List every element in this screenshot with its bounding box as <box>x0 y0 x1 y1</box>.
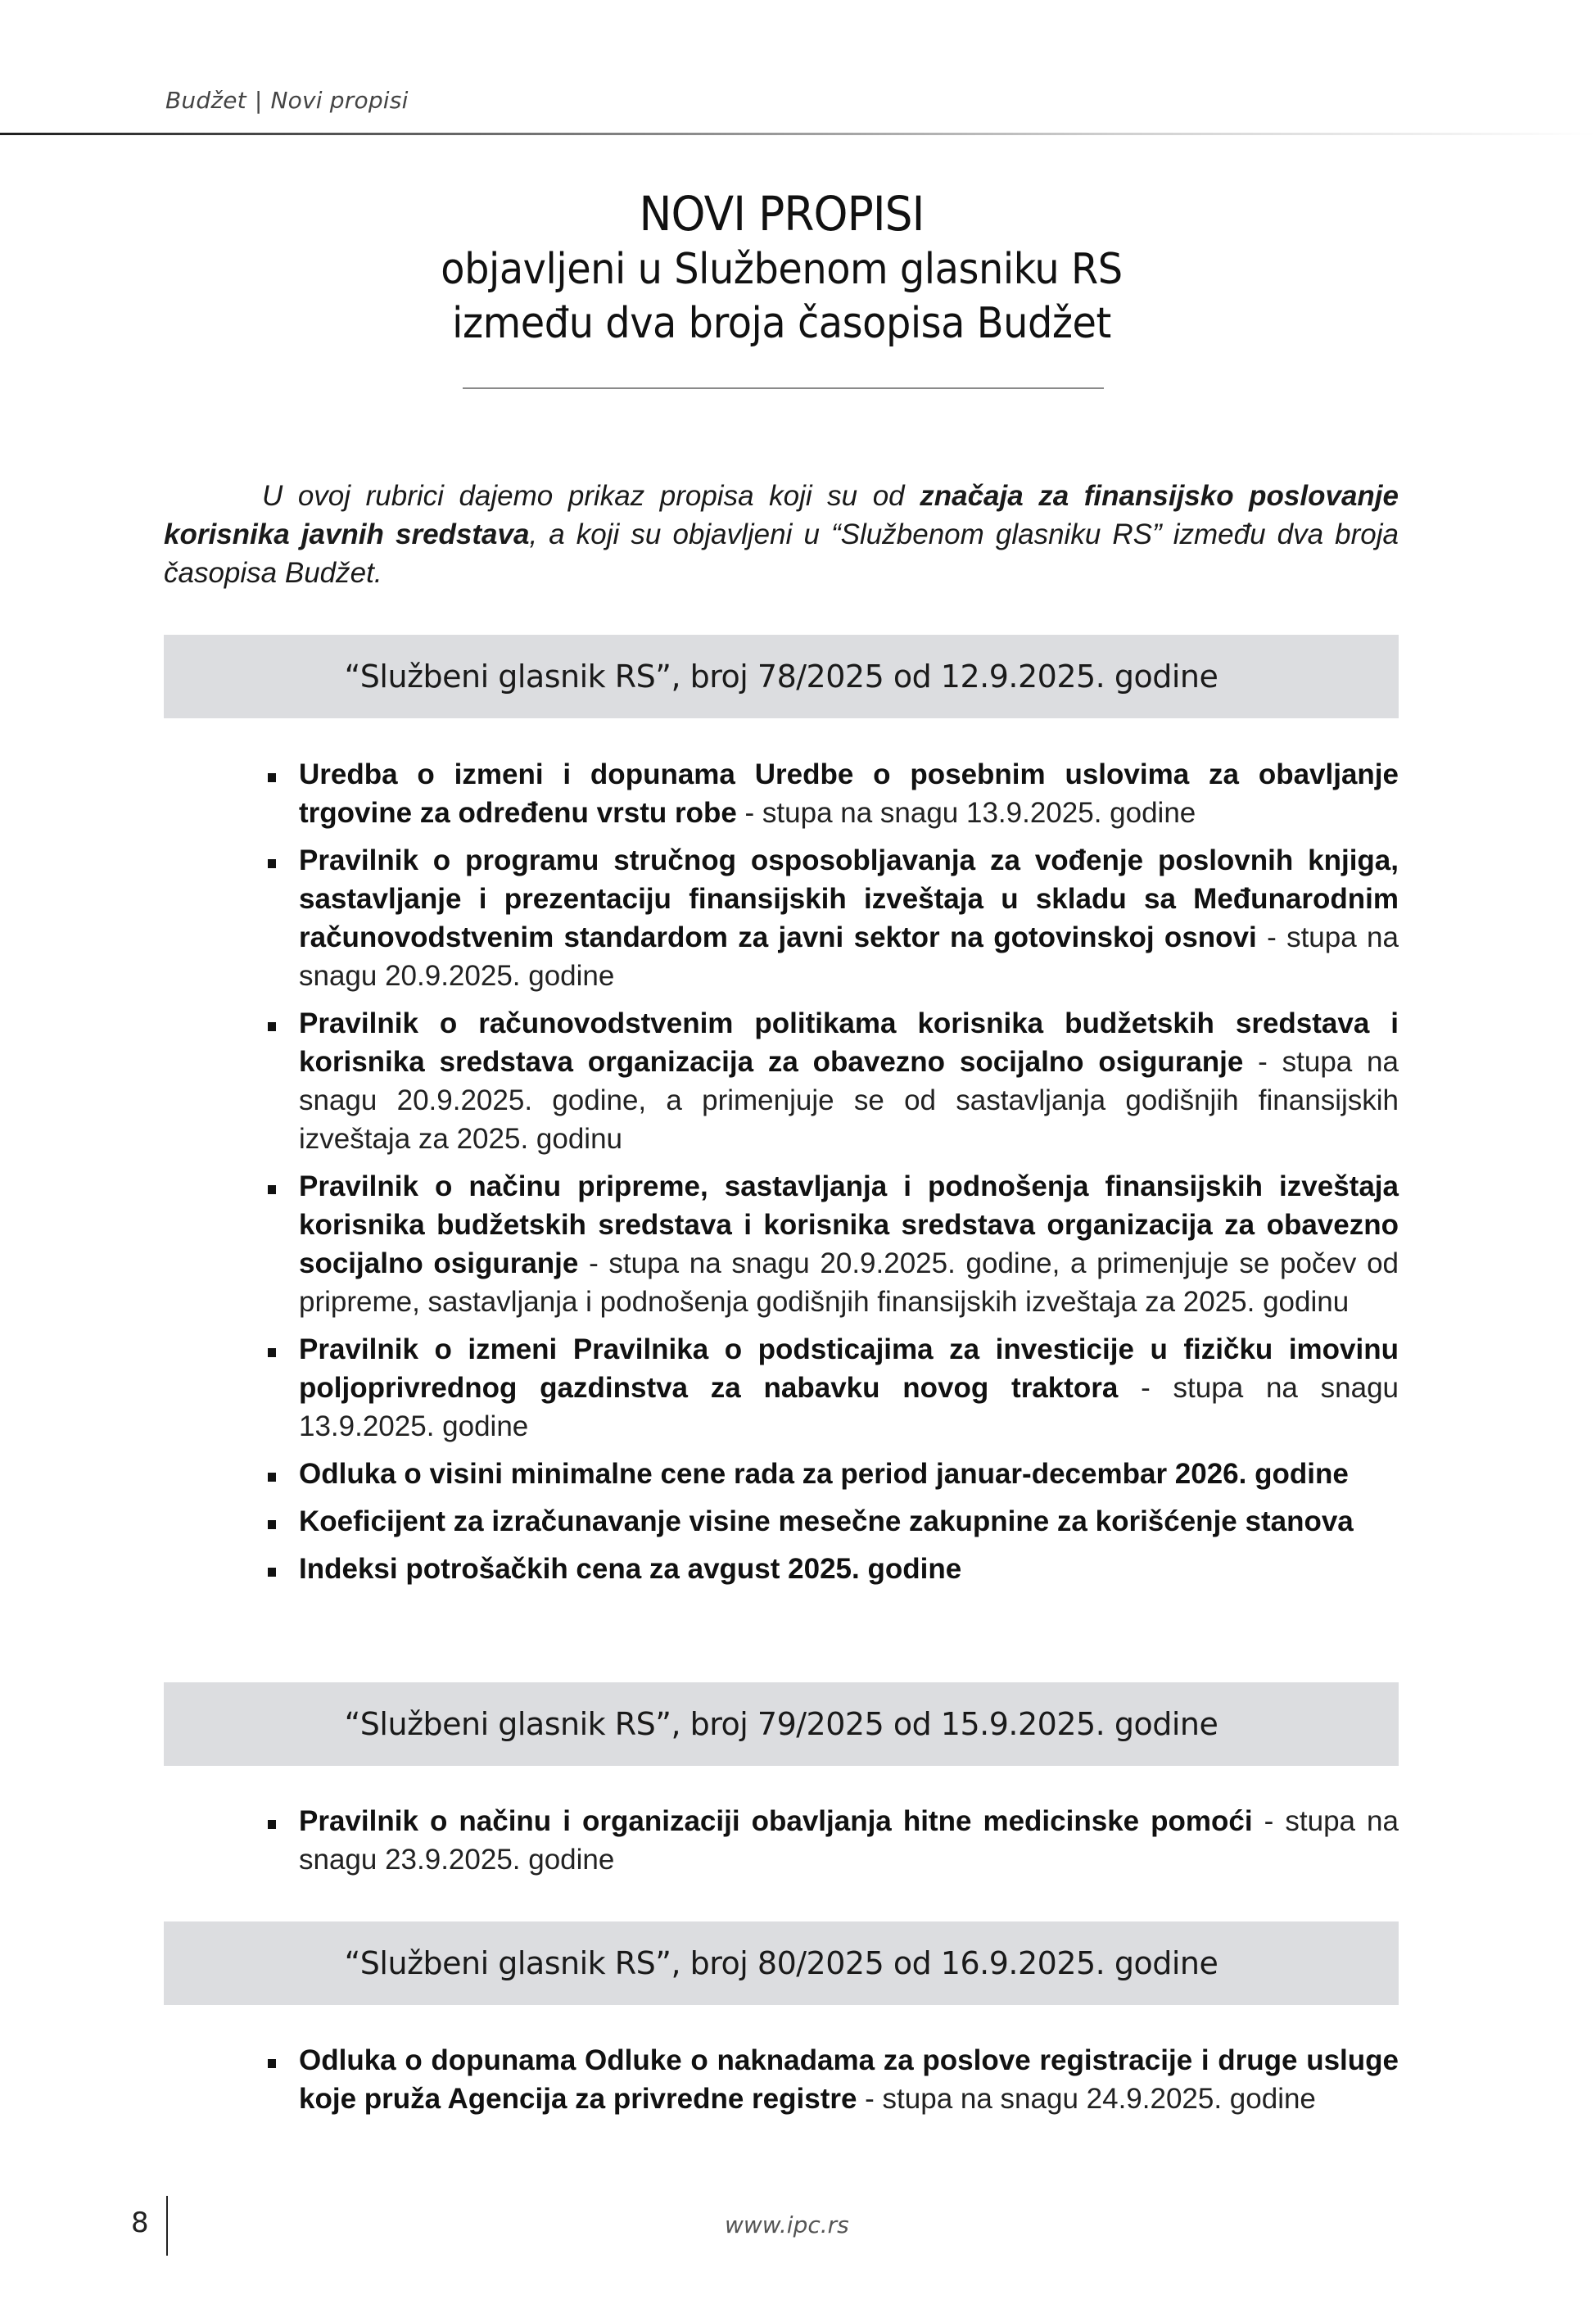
page-title: NOVI PROPISI <box>639 186 925 242</box>
bullet-square-icon <box>268 1022 276 1031</box>
regulation-item <box>268 1455 1399 1493</box>
regulation-item <box>268 1802 1399 1879</box>
bullet-square-icon <box>268 859 276 868</box>
intro-emphasis: značaja za finansijsko poslovanje korisnika javnih sredstava <box>164 480 1399 550</box>
regulation-item <box>268 1167 1399 1321</box>
regulation-item <box>268 2041 1399 2118</box>
page-number: 8 <box>131 2207 149 2239</box>
page-title-block <box>0 185 1563 351</box>
regulation-title: Pravilnik o programu stručnog osposobljavanja za vođenje poslovnih knjiga, sastavljanje i prezentaciju finansijskih izveštaja u skladu sa Međunarodnim računovodstvenim standardom za javni sektor na gotovinskoj osnovi <box>299 844 1399 953</box>
regulation-list-78 <box>268 755 1399 1597</box>
regulation-note: - stupa na snagu 13.9.2025. godine <box>736 797 1196 829</box>
regulation-title: Pravilnik o načinu i organizaciji obavljanja hitne medicinske pomoći <box>299 1805 1253 1837</box>
bullet-square-icon <box>268 773 276 782</box>
bullet-square-icon <box>268 1520 276 1529</box>
intro-paragraph <box>164 477 1399 592</box>
bullet-square-icon <box>268 1820 276 1829</box>
title-divider <box>463 387 1104 389</box>
regulation-title: Koeficijent za izračunavanje visine mesečne zakupnine za korišćenje stanova <box>299 1505 1354 1537</box>
regulation-title: Pravilnik o izmeni Pravilnika o podsticajima za investicije u fizičku imovinu poljoprivrednog gazdinstva za nabavku novog traktora <box>299 1333 1399 1404</box>
regulation-note: - stupa na snagu 24.9.2025. godine <box>857 2083 1316 2115</box>
page-subtitle-line-1: objavljeni u Službenom glasniku RS <box>441 245 1123 294</box>
intro-text-2: , a koji su objavljeni u “Službenom glasniku RS” između dva broja časopisa Budžet. <box>164 518 1399 589</box>
bullet-square-icon <box>268 1473 276 1482</box>
intro-text-1: U ovoj rubrici dajemo prikaz propisa koji su od <box>262 480 920 512</box>
regulation-item <box>268 841 1399 995</box>
bullet-square-icon <box>268 1185 276 1194</box>
regulation-note: - stupa na snagu 20.9.2025. godine, a primenjuje se počev od pripreme, sastavljanja i podnošenja godišnjih finansijskih izveštaja za 2025. godinu <box>299 1247 1399 1318</box>
regulation-title: Odluka o visini minimalne cene rada za period januar-decembar 2026. godine <box>299 1458 1349 1490</box>
header-rule <box>0 133 1596 135</box>
regulation-note: - stupa na snagu 23.9.2025. godine <box>299 1805 1399 1876</box>
regulation-note: - stupa na snagu 20.9.2025. godine <box>299 921 1399 992</box>
regulation-list-80 <box>268 2041 1399 2127</box>
bullet-square-icon <box>268 1348 276 1357</box>
regulation-title: Indeksi potrošačkih cena za avgust 2025. godine <box>299 1553 962 1585</box>
regulation-title: Odluka o dopunama Odluke o naknadama za poslove registracije i druge usluge koje pruža Agencija za privredne registre <box>299 2044 1399 2115</box>
regulation-note: - stupa na snagu 13.9.2025. godine <box>299 1372 1399 1442</box>
regulation-item <box>268 1330 1399 1446</box>
regulation-item <box>268 1004 1399 1158</box>
issue-heading-79: “Službeni glasnik RS”, broj 79/2025 od 15.9.2025. godine <box>164 1682 1399 1766</box>
footer-website-link[interactable]: www.ipc.rs <box>725 2211 849 2238</box>
page-subtitle-line-2: između dva broja časopisa Budžet <box>452 299 1111 348</box>
running-head <box>165 87 409 114</box>
running-head-separator: | <box>254 87 263 114</box>
issue-heading-78: “Službeni glasnik RS”, broj 78/2025 od 12.9.2025. godine <box>164 635 1399 718</box>
bullet-square-icon <box>268 2059 276 2068</box>
regulation-item <box>268 1550 1399 1588</box>
bullet-square-icon <box>268 1568 276 1577</box>
regulation-item <box>268 1502 1399 1541</box>
footer-vertical-rule <box>166 2196 168 2256</box>
regulation-title: Pravilnik o računovodstvenim politikama korisnika budžetskih sredstava i korisnika sredstava organizacija za obavezno socijalno osiguranje <box>299 1007 1399 1078</box>
regulation-title: Uredba o izmeni i dopunama Uredbe o posebnim uslovima za obavljanje trgovine za određenu vrstu robe <box>299 758 1399 829</box>
issue-heading-80: “Službeni glasnik RS”, broj 80/2025 od 16.9.2025. godine <box>164 1921 1399 2005</box>
running-head-publication: Budžet <box>165 87 246 114</box>
running-head-section: Novi propisi <box>270 87 409 114</box>
regulation-title: Pravilnik o načinu pripreme, sastavljanja i podnošenja finansijskih izveštaja korisnika budžetskih sredstava i korisnika sredstava organizacija za obavezno socijalno osiguranje <box>299 1170 1399 1279</box>
regulation-note: - stupa na snagu 20.9.2025. godine, a primenjuje se od sastavljanja godišnjih finansijskih izveštaja za 2025. godinu <box>299 1046 1399 1155</box>
regulation-item <box>268 755 1399 832</box>
regulation-list-79 <box>268 1802 1399 1888</box>
